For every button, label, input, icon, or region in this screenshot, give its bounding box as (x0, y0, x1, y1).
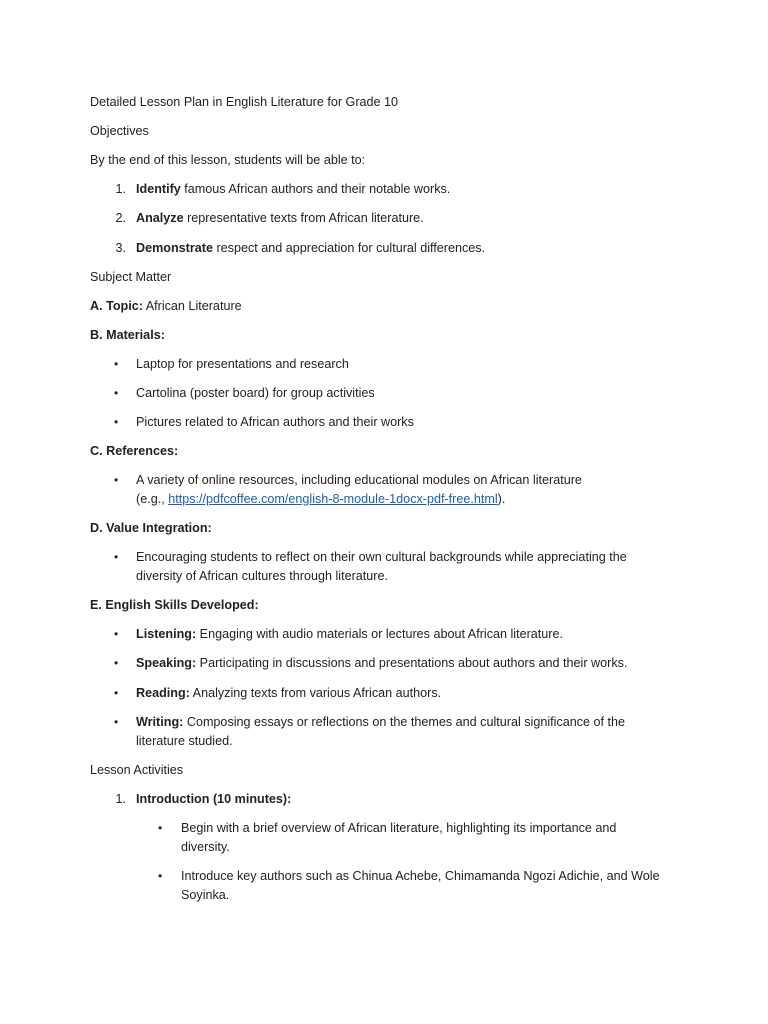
skill-line-1 (136, 713, 666, 732)
references-item (136, 471, 666, 509)
activity-sub-line-2: Soyinka. (181, 888, 230, 902)
skill-keyword: Writing: (136, 715, 184, 729)
objective-item (136, 209, 666, 228)
objective-item (136, 239, 666, 258)
skill-item (136, 654, 666, 673)
bullet-icon: • (114, 357, 119, 371)
subject-matter-heading: Subject Matter (90, 270, 172, 284)
skill-item (136, 625, 666, 644)
activity-sub-item (181, 819, 666, 857)
bullet-icon: • (114, 415, 119, 429)
objective-keyword: Analyze (136, 211, 184, 225)
materials-label: B. Materials: (90, 328, 165, 342)
bullet-icon: • (114, 550, 119, 564)
references-link[interactable]: https://pdfcoffee.com/english-8-module-1docx-pdf-free.html (168, 492, 498, 506)
topic-line (90, 297, 242, 315)
materials-item: Pictures related to African authors and their works (136, 415, 414, 429)
references-line-2 (136, 490, 666, 509)
activity-sub-line-2: diversity. (181, 840, 230, 854)
skill-line-2: literature studied. (136, 734, 233, 748)
list-number: 1. (115, 182, 126, 196)
materials-item: Cartolina (poster board) for group activities (136, 386, 375, 400)
value-integration-label: D. Value Integration: (90, 521, 212, 535)
objectives-heading: Objectives (90, 124, 149, 138)
activity-sub-line-1: Begin with a brief overview of African literature, highlighting its importance and (181, 821, 617, 835)
bullet-icon: • (114, 473, 119, 487)
references-prefix: (e.g., (136, 492, 169, 506)
bullet-icon: • (114, 656, 119, 670)
skill-keyword: Speaking: (136, 656, 197, 670)
value-integration-item (136, 548, 666, 586)
bullet-icon: • (114, 686, 119, 700)
skills-label: E. English Skills Developed: (90, 598, 259, 612)
activity-sub-line-1: Introduce key authors such as Chinua Achebe, Chimamanda Ngozi Adichie, and Wole (181, 869, 660, 883)
document-title: Detailed Lesson Plan in English Literature for Grade 10 (90, 95, 399, 109)
skill-text: Engaging with audio materials or lectures about African literature. (196, 627, 563, 641)
references-label: C. References: (90, 444, 179, 458)
topic-label: A. Topic: (90, 299, 143, 313)
references-suffix: ). (497, 492, 506, 506)
objective-keyword: Identify (136, 182, 181, 196)
skill-keyword: Reading: (136, 686, 190, 700)
list-number: 3. (115, 241, 126, 255)
bullet-icon: • (158, 869, 163, 883)
activity-sub-item (181, 867, 666, 905)
objective-text: famous African authors and their notable works. (180, 182, 451, 196)
bullet-icon: • (114, 627, 119, 641)
bullet-icon: • (114, 386, 119, 400)
topic-value: African Literature (142, 299, 242, 313)
objective-keyword: Demonstrate (136, 241, 213, 255)
list-number: 2. (115, 211, 126, 225)
value-line-2: diversity of African cultures through literature. (136, 569, 388, 583)
lesson-activities-heading: Lesson Activities (90, 763, 184, 777)
objective-item (136, 180, 666, 199)
skill-text: Participating in discussions and presentations about authors and their works. (196, 656, 628, 670)
objective-text: representative texts from African literature. (183, 211, 424, 225)
skill-text: Analyzing texts from various African authors. (189, 686, 442, 700)
skill-item (136, 713, 666, 751)
skill-item (136, 684, 666, 703)
bullet-icon: • (158, 821, 163, 835)
materials-item: Laptop for presentations and research (136, 357, 349, 371)
value-line-1: Encouraging students to reflect on their own cultural backgrounds while appreciating the (136, 550, 627, 564)
references-line-1: A variety of online resources, including educational modules on African literature (136, 473, 582, 487)
bullet-icon: • (114, 715, 119, 729)
skill-keyword: Listening: (136, 627, 197, 641)
skill-text: Composing essays or reflections on the themes and cultural significance of the (183, 715, 626, 729)
list-number: 1. (115, 792, 126, 806)
objectives-intro: By the end of this lesson, students will be able to: (90, 153, 366, 167)
activity-introduction-label: Introduction (10 minutes): (136, 792, 292, 806)
objective-text: respect and appreciation for cultural differences. (212, 241, 486, 255)
